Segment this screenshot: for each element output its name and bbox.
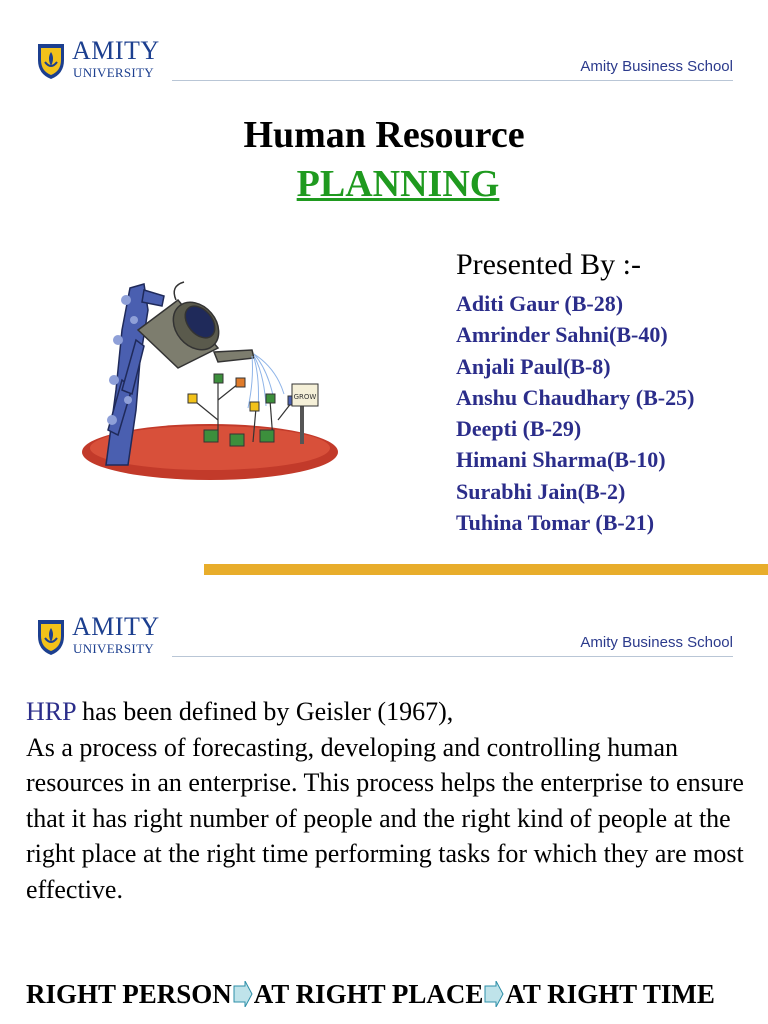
presenter-name: Deepti (B-29) bbox=[456, 416, 582, 442]
amity-logo bbox=[36, 36, 171, 82]
slide-subtitle: PLANNING bbox=[296, 163, 500, 205]
definition-body: As a process of forecasting, developing and controlling human resources in an enterprise. This process helps the enterprise to ensure that it has right number of people and the right kind of people at the right place at the right time performing tasks for which they are most effective. bbox=[26, 732, 744, 904]
growth-illustration bbox=[78, 270, 348, 485]
definition-lead: has been defined by Geisler (1967), bbox=[75, 697, 454, 726]
presenter-name: Anshu Chaudhary (B-25) bbox=[456, 384, 695, 410]
amity-shield-icon bbox=[36, 616, 66, 656]
amity-logo bbox=[36, 612, 171, 658]
logo-university: UNIVERSITY bbox=[73, 641, 154, 656]
header-rule bbox=[172, 656, 733, 657]
amity-shield-icon bbox=[36, 40, 66, 80]
hrp-term: HRP bbox=[26, 697, 76, 726]
hrp-definition bbox=[26, 694, 746, 907]
presenter-name: Aditi Gaur (B-28) bbox=[456, 291, 624, 316]
accent-bar bbox=[204, 564, 768, 575]
logo-wordmark: AMITY bbox=[72, 612, 160, 641]
right-phrase: AT RIGHT TIME bbox=[505, 979, 715, 1009]
arrow-right-icon bbox=[484, 981, 504, 1007]
presenter-name: Himani Sharma(B-10) bbox=[456, 447, 666, 473]
right-phrase: AT RIGHT PLACE bbox=[253, 979, 484, 1009]
right-phrase-line bbox=[26, 975, 766, 1013]
presented-by-label: Presented By :- bbox=[456, 248, 641, 281]
logo-university: UNIVERSITY bbox=[73, 65, 154, 80]
slide-title-text: Human Resource bbox=[243, 114, 525, 156]
arrow-right-icon bbox=[233, 981, 253, 1007]
presenter-name: Tuhina Tomar (B-21) bbox=[456, 510, 655, 536]
presenter-name: Amrinder Sahni(B-40) bbox=[456, 322, 668, 348]
right-phrase: RIGHT PERSON bbox=[26, 979, 232, 1009]
school-name: Amity Business School bbox=[580, 634, 733, 651]
presenter-list bbox=[456, 290, 694, 540]
header-rule bbox=[172, 80, 733, 81]
presenter-name: Surabhi Jain(B-2) bbox=[456, 478, 626, 504]
presenter-name: Anjali Paul(B-8) bbox=[456, 353, 611, 379]
school-name: Amity Business School bbox=[580, 58, 733, 75]
logo-wordmark: AMITY bbox=[72, 36, 160, 65]
grow-sign-text: GROW bbox=[293, 393, 317, 401]
